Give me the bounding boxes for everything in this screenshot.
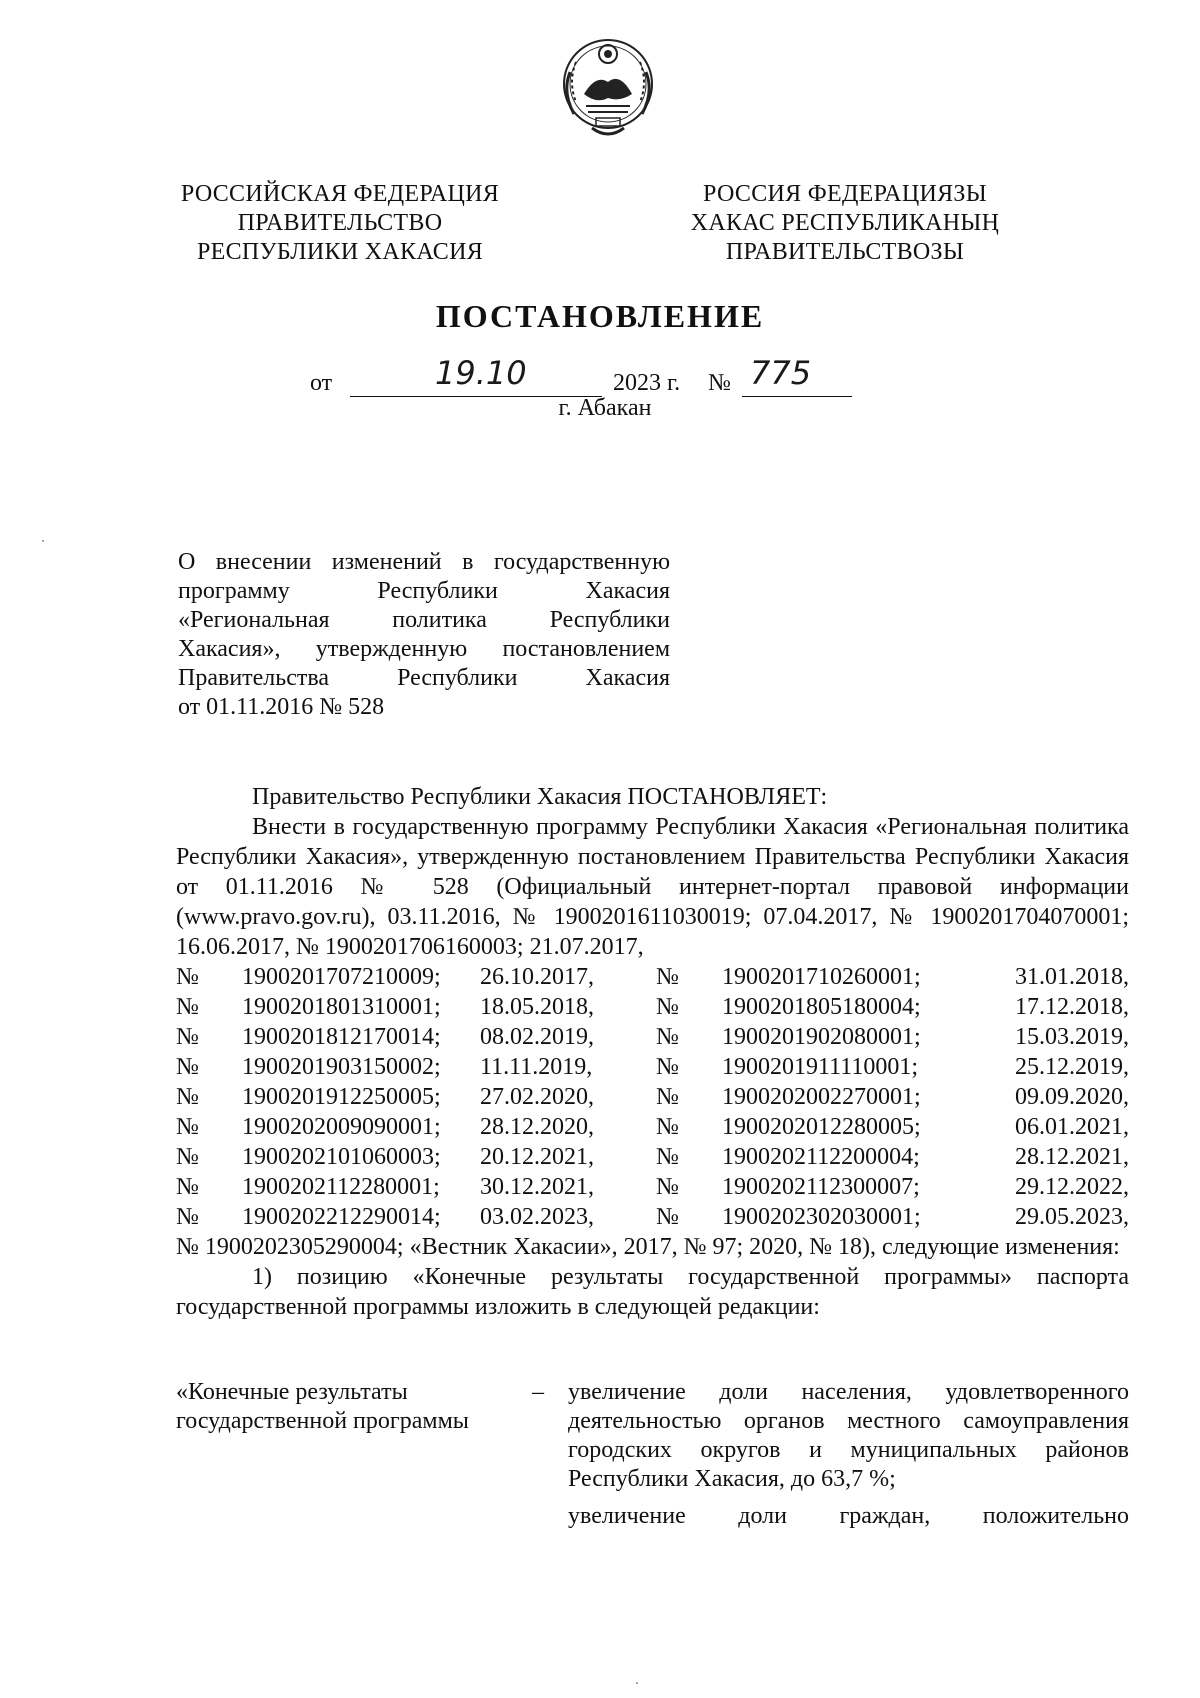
header-right-line: РОССИЯ ФЕДЕРАЦИЯЗЫ [703,181,987,207]
subject-line: Хакасия», утвержденную постановлением [178,636,670,662]
registration-cell: 03.02.2023, [480,1204,594,1230]
registration-row [176,1202,1129,1232]
registration-cell: № [176,1024,199,1050]
registration-cell: № [176,1204,199,1230]
subject-line: О внесении изменений в государственную [178,549,670,575]
header-left-line: РОССИЙСКАЯ ФЕДЕРАЦИЯ [180,181,500,207]
from-label: от [310,370,333,396]
registration-cell: 1900201903150002; [242,1054,441,1080]
scan-dot [636,1682,638,1684]
registration-cell: 1900201805180004; [722,994,921,1020]
header-right [665,180,1025,267]
handwritten-date: 19.10 [435,354,527,392]
subject-line: «Региональная политика Республики [178,607,670,633]
handwritten-number: 775 [750,354,812,392]
registration-cell: 30.12.2021, [480,1174,594,1200]
registration-row [176,1142,1129,1172]
subject-block [178,548,670,722]
registration-row [176,1022,1129,1052]
passport-right-cell [568,1378,1129,1539]
registration-cell: 29.05.2023, [1015,1204,1129,1230]
header-left-line: ПРАВИТЕЛЬСТВО [237,210,443,236]
registration-cell: 1900202112200004; [722,1144,920,1170]
registration-cell: 1900202112300007; [722,1174,920,1200]
registration-row [176,992,1129,1022]
registration-cell: 20.12.2021, [480,1144,594,1170]
resolves-line: Правительство Республики Хакасия ПОСТАНОВЛЯЕТ: [252,784,828,810]
tail-paragraph: № 1900202305290004; «Вестник Хакасии», 2017, № 97; 2020, № 18), следующие изменения: [176,1234,1120,1260]
registration-cell: № [176,1174,199,1200]
registration-cell: № [656,994,679,1020]
date-number-line [310,354,930,400]
registration-row [176,1112,1129,1142]
registration-cell: 1900202212290014; [242,1204,441,1230]
year-label: 2023 г. [613,370,681,396]
registration-cell: № [656,1054,679,1080]
registration-cell: № [176,1054,199,1080]
registration-cell: 29.12.2022, [1015,1174,1129,1200]
registration-cell: 09.09.2020, [1015,1084,1129,1110]
registration-cell: № [656,964,679,990]
registration-cell: № [176,994,199,1020]
intro-paragraph: Внести в государственную программу Республики Хакасия «Региональная политика Республики Хакасия», утвержденную постановлением Правительства Республики Хакасия от 01.11.2016 № 528 (Официальный интернет-портал правовой информации (www.pravo.gov.ru), 03.11.2016, № 1900201611030019; 07.04.2017, № 1900201704070001; 16.06.2017, № 1900201706160003; 21.07.2017, [176,814,1129,960]
registration-cell: 1900201707210009; [242,964,441,990]
item-1-paragraph: 1) позицию «Конечные результаты государственной программы» паспорта государственной программы изложить в следующей редакции: [176,1264,1129,1320]
registration-cell: 1900202112280001; [242,1174,440,1200]
registration-cell: 17.12.2018, [1015,994,1129,1020]
registration-row [176,1172,1129,1202]
header-right-line: ПРАВИТЕЛЬСТВОЗЫ [725,239,965,265]
registration-cell: 06.01.2021, [1015,1114,1129,1140]
header-left-line: РЕСПУБЛИКИ ХАКАСИЯ [196,239,484,265]
registration-cell: № [176,1144,199,1170]
header-left [160,180,520,267]
registration-cell: 15.03.2019, [1015,1024,1129,1050]
registration-cell: 1900201911110001; [722,1054,918,1080]
coat-of-arms-icon [556,32,660,144]
registration-cell: № [656,1204,679,1230]
registration-cell: 08.02.2019, [480,1024,594,1050]
registration-cell: № [656,1024,679,1050]
registration-cell: 27.02.2020, [480,1084,594,1110]
scan-dot [42,540,44,542]
registration-cell: 1900202101060003; [242,1144,441,1170]
registration-cell: 1900202302030001; [722,1204,921,1230]
registration-cell: 28.12.2020, [480,1114,594,1140]
registration-cell: № [176,1084,199,1110]
registration-cell: 1900202012280005; [722,1114,921,1140]
registration-cell: 31.01.2018, [1015,964,1129,990]
registration-cell: 11.11.2019, [480,1054,593,1080]
header-right-line: ХАКАС РЕСПУБЛИКАНЫҢ [690,210,1000,236]
passport-left-cell: «Конечные результаты государственной программы [176,1379,469,1434]
document-title: ПОСТАНОВЛЕНИЕ [435,298,765,334]
registration-cell: 26.10.2017, [480,964,594,990]
passport-result-1: увеличение доли населения, удовлетворенного деятельностью органов местного самоуправления городских округов и муниципальных районов Республики Хакасия, до 63,7 %; [568,1379,1129,1492]
subject-line: Правительства Республики Хакасия [178,665,670,691]
body-text [176,782,1129,1322]
registration-cell: № [656,1144,679,1170]
registration-cell: 1900201710260001; [722,964,921,990]
registration-cell: 1900201912250005; [242,1084,441,1110]
registration-cell: № [656,1084,679,1110]
registrations-table [176,962,1129,1232]
registration-cell: № [656,1174,679,1200]
registration-cell: 1900202002270001; [722,1084,921,1110]
registration-cell: 25.12.2019, [1015,1054,1129,1080]
registration-row [176,1082,1129,1112]
registration-cell: № [656,1114,679,1140]
registration-row [176,1052,1129,1082]
registration-cell: 28.12.2021, [1015,1144,1129,1170]
passport-dash: – [532,1379,544,1405]
registration-cell: 18.05.2018, [480,994,594,1020]
city: г. Абакан [558,395,652,421]
registration-cell: 1900201801310001; [242,994,441,1020]
subject-line: от 01.11.2016 № 528 [178,694,385,720]
registration-cell: № [176,964,199,990]
registration-cell: 1900201902080001; [722,1024,921,1050]
passport-result-2: увеличение доли граждан, положительно [568,1503,1129,1529]
subject-line: программу Республики Хакасия [178,578,670,604]
registration-cell: № [176,1114,199,1140]
registration-cell: 1900201812170014; [242,1024,441,1050]
registration-cell: 1900202009090001; [242,1114,441,1140]
number-label: № [708,370,731,396]
registration-row [176,962,1129,992]
